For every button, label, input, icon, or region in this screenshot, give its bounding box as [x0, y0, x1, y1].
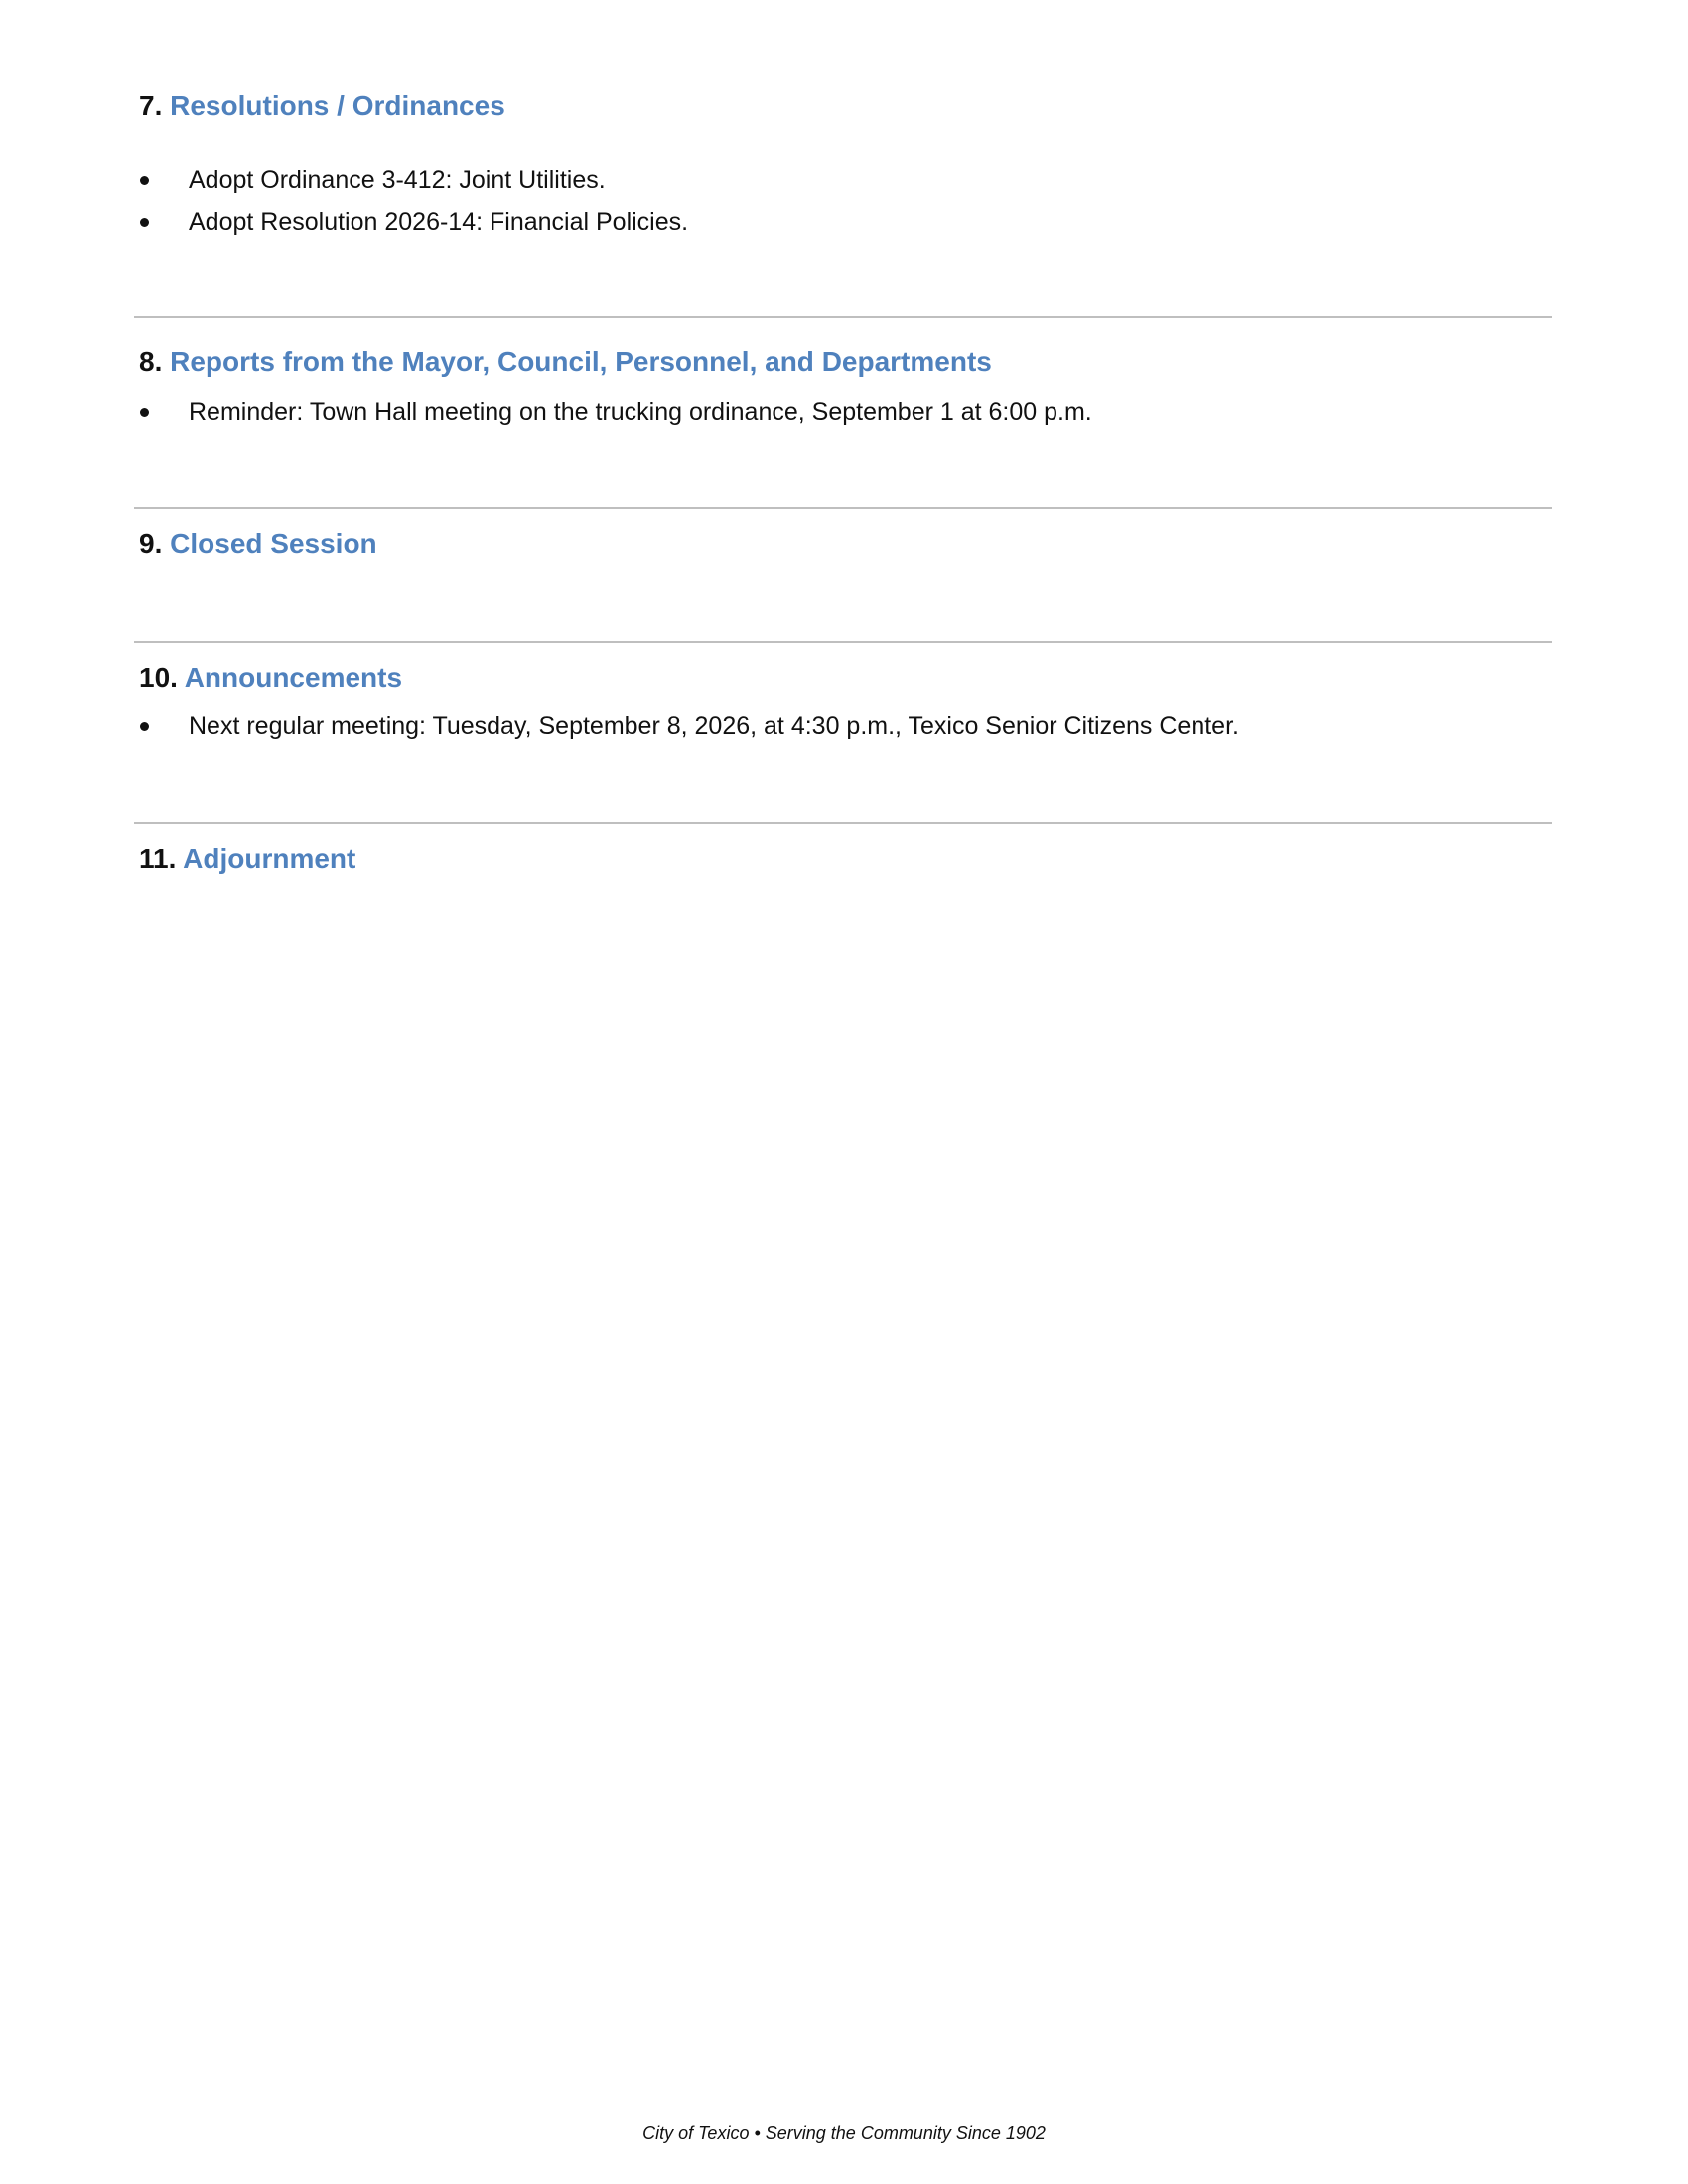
bullet-list [134, 711, 1239, 741]
list-item [134, 397, 1092, 427]
section-title: Reports from the Mayor, Council, Personnel, and Departments [170, 346, 992, 377]
list-item [134, 711, 1239, 741]
section-divider [134, 316, 1552, 318]
section-title: Adjournment [183, 843, 356, 874]
section-number: 9. [139, 528, 163, 559]
section-heading [139, 661, 402, 695]
section-number: 8. [139, 346, 163, 377]
page-footer: City of Texico • Serving the Community Since 1902 [642, 2123, 1046, 2143]
list-item-text: Reminder: Town Hall meeting on the trucking ordinance, September 1 at 6:00 p.m. [189, 398, 1092, 426]
bullet-icon [140, 408, 149, 417]
bullet-icon [140, 218, 149, 227]
section-heading [139, 89, 505, 123]
bullet-list [134, 165, 688, 237]
section-title: Resolutions / Ordinances [170, 90, 505, 121]
list-item-text: Adopt Ordinance 3-412: Joint Utilities. [189, 166, 606, 194]
section-divider [134, 641, 1552, 643]
section-number: 11. [139, 843, 177, 874]
list-item [134, 165, 688, 195]
section-number: 7. [139, 90, 163, 121]
bullet-icon [140, 176, 149, 185]
section-title: Announcements [184, 662, 403, 693]
section-number: 10. [139, 662, 178, 693]
section-title: Closed Session [170, 528, 377, 559]
list-item-text: Next regular meeting: Tuesday, September 8, 2026, at 4:30 p.m., Texico Senior Citizens Center. [189, 712, 1239, 740]
section-heading [139, 842, 355, 876]
bullet-list [134, 397, 1092, 427]
list-item [134, 207, 688, 237]
section-heading [139, 345, 992, 379]
bullet-icon [140, 722, 149, 731]
list-item-text: Adopt Resolution 2026-14: Financial Policies. [189, 208, 689, 236]
section-divider [134, 507, 1552, 509]
section-divider [134, 822, 1552, 824]
section-heading [139, 527, 377, 561]
